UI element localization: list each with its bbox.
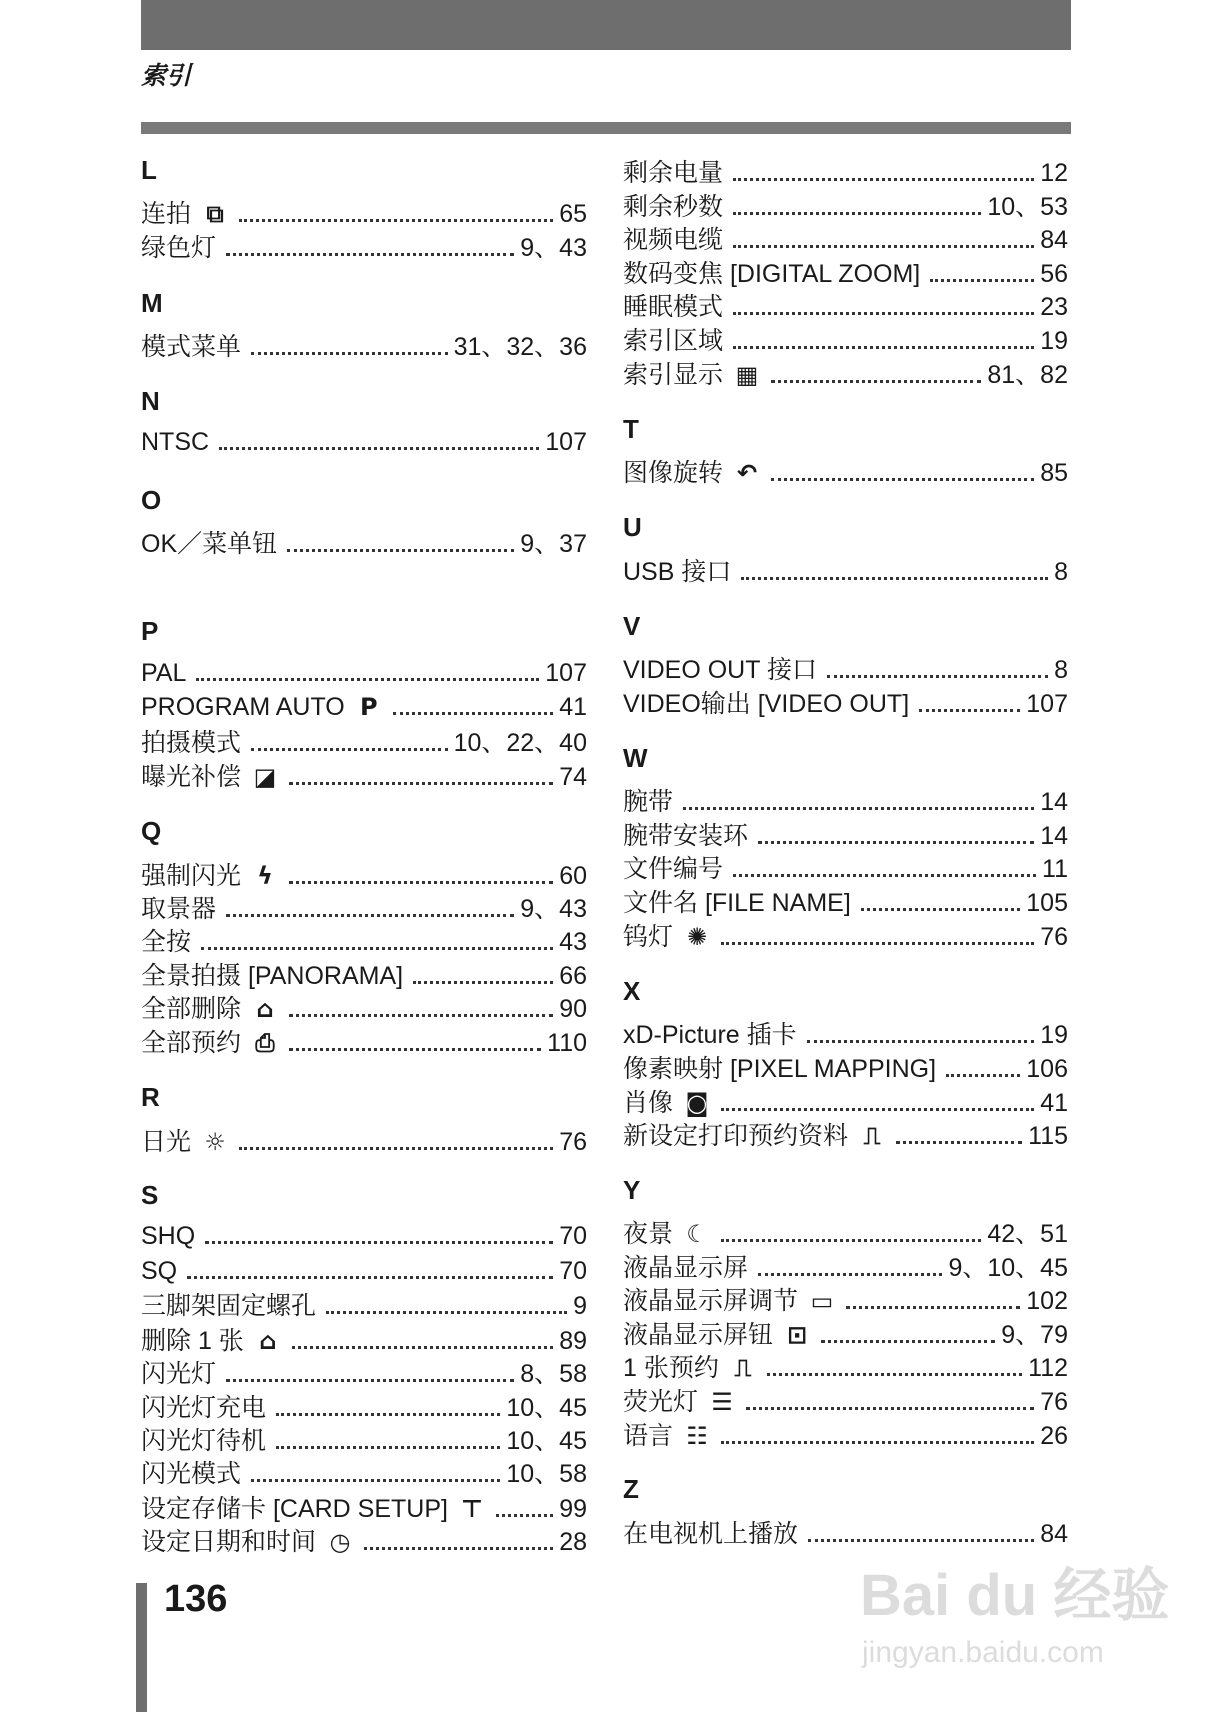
dot-leader [721,1441,1034,1444]
index-entry [623,689,1068,719]
entry-pages: 10、58 [506,1460,587,1488]
dot-leader [808,1539,1034,1542]
index-letter-heading: O [141,485,162,515]
entry-pages: 102 [1026,1287,1068,1315]
header-bar [141,0,1071,50]
index-entry [623,1387,1068,1417]
index-letter-heading: R [141,1082,160,1112]
entry-label: 1 张预约 [623,1354,719,1382]
index-entry [141,199,587,229]
index-letter-heading: L [141,155,157,185]
index-entry [623,326,1068,356]
index-entry [141,762,587,792]
entry-label: SQ [141,1257,178,1285]
entry-pages: 14 [1040,822,1068,850]
index-entry [141,1459,587,1489]
entry-label: 闪光灯充电 [141,1394,267,1422]
index-entry [623,259,1068,289]
night-scene-icon: ☾ [686,1220,708,1248]
index-entry [141,1127,587,1157]
entry-pages: 107 [1026,690,1068,718]
index-letter-heading: S [141,1180,159,1210]
dot-leader [771,380,981,383]
entry-pages: 10、45 [506,1394,587,1422]
dot-leader [239,1147,553,1150]
index-entry [141,894,587,924]
monitor-brightness-icon: ▭ [810,1287,834,1315]
entry-pages: 107 [545,428,587,456]
dot-leader [758,841,1034,844]
index-entry [623,360,1068,390]
entry-label: 语言 [623,1422,674,1450]
index-entry [623,1519,1068,1549]
entry-pages: 23 [1040,293,1068,321]
index-entry [141,1393,587,1423]
dot-leader [733,178,1034,181]
index-entry [623,292,1068,322]
index-entry [623,557,1068,587]
entry-pages: 84 [1040,226,1068,254]
entry-pages: 14 [1040,788,1068,816]
portrait-icon: ◙ [685,1089,709,1117]
entry-label: 荧光灯 [623,1388,699,1416]
entry-label: 图像旋转 [623,459,724,487]
entry-label: 夜景 [623,1220,674,1248]
entry-pages: 12 [1040,159,1068,187]
dot-leader [746,1407,1034,1410]
entry-pages: 9、10、45 [948,1254,1068,1282]
entry-pages: 9、37 [520,530,587,558]
dot-leader [758,1273,942,1276]
index-entry [141,1494,587,1524]
dot-leader [733,245,1034,248]
entry-pages: 81、82 [987,361,1068,389]
entry-pages: 84 [1040,1520,1068,1548]
rotate-icon: ↶ [736,459,758,487]
flash-icon: ϟ [257,862,273,890]
dot-leader [251,748,448,751]
erase-icon: ⌂ [259,1327,277,1355]
index-entry [623,1121,1068,1151]
dot-leader [289,782,553,785]
index-letter-heading: M [141,288,163,318]
index-letter-heading: Q [141,816,162,846]
dot-leader [292,1346,553,1349]
dot-leader [861,908,1020,911]
dot-leader [896,1141,1022,1144]
index-entry [623,787,1068,817]
entry-pages: 42、51 [987,1220,1068,1248]
entry-pages: 10、22、40 [453,729,587,757]
entry-pages: 106 [1026,1055,1068,1083]
entry-pages: 115 [1028,1122,1068,1150]
dot-leader [205,1241,553,1244]
entry-label: 像素映射 [PIXEL MAPPING] [623,1055,937,1083]
entry-label: 文件编号 [623,855,724,883]
tungsten-icon: ✺ [686,923,708,951]
dot-leader [721,942,1034,945]
entry-label: 全按 [141,928,192,956]
index-letter-heading: U [623,512,642,542]
index-entry [623,655,1068,685]
dot-leader [496,1514,553,1517]
dot-leader [413,981,553,984]
entry-label: 取景器 [141,895,217,923]
entry-label: NTSC [141,428,210,456]
entry-label: 全部删除 [141,995,242,1023]
entry-pages: 99 [559,1495,587,1523]
index-letter-heading: T [623,414,639,444]
dot-leader [767,1373,1022,1376]
entry-label: 剩余秒数 [623,193,724,221]
index-entry [623,888,1068,918]
entry-pages: 41 [559,693,587,721]
entry-label: 腕带 [623,788,674,816]
entry-label: 肖像 [623,1089,674,1117]
dot-leader [289,1014,553,1017]
index-entry [623,854,1068,884]
entry-pages: 76 [1040,1388,1068,1416]
erase-all-icon: ⌂ [256,995,274,1023]
dot-leader [276,1413,500,1416]
entry-label: SHQ [141,1222,196,1250]
entry-pages: 19 [1040,1021,1068,1049]
dot-leader [683,807,1034,810]
entry-pages: 74 [559,763,587,791]
entry-label: 闪光模式 [141,1460,242,1488]
index-entry [141,332,587,362]
entry-pages: 70 [559,1222,587,1250]
entry-label: USB 接口 [623,558,732,586]
index-entry [141,1527,587,1557]
sun-icon: ☼ [204,1128,226,1156]
index-entry [623,158,1068,188]
entry-pages: 26 [1040,1422,1068,1450]
dot-leader [930,279,1034,282]
entry-label: OK／菜单钮 [141,530,278,558]
entry-pages: 105 [1026,889,1068,917]
section-title: 索引 [141,62,192,90]
entry-pages: 43 [559,928,587,956]
dot-leader [741,577,1048,580]
entry-label: 文件名 [FILE NAME] [623,889,851,917]
index-entry [623,458,1068,488]
entry-pages: 65 [559,200,587,228]
entry-label: 设定日期和时间 [141,1528,317,1556]
entry-pages: 76 [1040,923,1068,951]
index-letter-heading: W [623,743,648,773]
index-entry [623,1020,1068,1050]
index-letter-heading: X [623,976,641,1006]
index-entry [623,1054,1068,1084]
entry-label: 强制闪光 [141,862,242,890]
entry-label: 新设定打印预约资料 [623,1122,849,1150]
index-entry [141,529,587,559]
entry-label: xD-Picture 插卡 [623,1021,797,1049]
entry-pages: 31、32、36 [453,333,587,361]
dot-leader [364,1547,553,1550]
dot-leader [226,253,514,256]
index-entry [141,1028,587,1058]
entry-pages: 10、53 [987,193,1068,221]
entry-label: 全景拍摄 [PANORAMA] [141,962,404,990]
index-entry [141,961,587,991]
entry-label: 设定存储卡 [CARD SETUP] [141,1495,448,1523]
index-entry [623,1286,1068,1316]
index-entry [141,692,587,722]
index-entry [141,728,587,758]
entry-pages: 60 [559,862,587,890]
dot-leader [733,874,1036,877]
dot-leader [196,678,539,681]
dot-leader [239,219,553,222]
entry-label: 全部预约 [141,1029,242,1057]
entry-pages: 76 [559,1128,587,1156]
dot-leader [733,212,981,215]
entry-label: 钨灯 [623,923,674,951]
entry-pages: 28 [559,1528,587,1556]
dot-leader [846,1306,1020,1309]
dot-leader [289,1048,541,1051]
dot-leader [276,1446,500,1449]
clock-icon: ◷ [329,1528,351,1556]
burst-icon: ⧉ [206,200,224,228]
entry-pages: 85 [1040,459,1068,487]
dot-leader [251,352,448,355]
print-single-icon: ⎍ [734,1354,752,1382]
entry-label: 模式菜单 [141,333,242,361]
index-entry [623,1088,1068,1118]
monitor-button-icon: ⊡ [786,1321,808,1349]
index-entry [141,233,587,263]
entry-label: 闪光灯 [141,1360,217,1388]
entry-pages: 8 [1054,558,1068,586]
watermark-url: jingyan.baidu.com [862,1636,1104,1669]
entry-pages: 90 [559,995,587,1023]
dot-leader [226,1379,514,1382]
entry-label: PROGRAM AUTO [141,693,345,721]
entry-label: 液晶显示屏调节 [623,1287,799,1315]
index-entry [623,1253,1068,1283]
dot-leader [326,1311,567,1314]
dot-leader [721,1239,981,1242]
dot-leader [287,549,514,552]
dot-leader [807,1040,1035,1043]
index-entry [623,1320,1068,1350]
index-letter-heading: P [141,616,159,646]
index-letter-heading: Y [623,1175,641,1205]
entry-label: 连拍 [141,200,192,228]
entry-label: 拍摄模式 [141,729,242,757]
index-entry [141,1326,587,1356]
print-reserve-icon: ⎍ [863,1122,881,1150]
entry-label: 删除 1 张 [141,1327,244,1355]
dot-leader [219,447,539,450]
entry-pages: 10、45 [506,1427,587,1455]
index-entry [141,1359,587,1389]
dot-leader [733,346,1034,349]
entry-pages: 9、43 [520,895,587,923]
entry-pages: 8、58 [520,1360,587,1388]
dot-leader [733,312,1034,315]
entry-pages: 9、79 [1001,1321,1068,1349]
entry-pages: 41 [1040,1089,1068,1117]
dot-leader [201,947,553,950]
entry-pages: 110 [547,1029,587,1057]
entry-pages: 19 [1040,327,1068,355]
index-entry [623,192,1068,222]
index-entry [623,1421,1068,1451]
watermark-logo: Bai du 经验 [860,1563,1170,1628]
page-number: 136 [164,1578,228,1620]
entry-label: 视频电缆 [623,226,724,254]
entry-label: VIDEO OUT 接口 [623,656,818,684]
dot-leader [251,1479,500,1482]
index-entry [141,1221,587,1251]
dot-leader [771,478,1034,481]
index-display-icon: ▦ [735,361,759,389]
entry-pages: 89 [559,1327,587,1355]
entry-pages: 107 [545,659,587,687]
print-all-icon: ⎙ [255,1029,275,1057]
language-icon: ☷ [686,1422,708,1450]
index-entry [141,658,587,688]
dot-leader [946,1074,1020,1077]
page-edge-bar [136,1583,147,1712]
dot-leader [721,1108,1034,1111]
index-letter-heading: V [623,611,641,641]
index-entry [141,1426,587,1456]
entry-pages: 112 [1028,1354,1068,1382]
card-setup-icon: ⊤ [461,1495,483,1523]
entry-label: 索引区域 [623,327,724,355]
entry-pages: 66 [559,962,587,990]
entry-label: 三脚架固定螺孔 [141,1292,317,1320]
dot-leader [919,709,1020,712]
entry-pages: 11 [1042,855,1068,883]
entry-label: 在电视机上播放 [623,1520,799,1548]
entry-label: 绿色灯 [141,234,217,262]
entry-label: 曝光补偿 [141,763,242,791]
index-entry [623,821,1068,851]
index-entry [141,427,587,457]
entry-label: 闪光灯待机 [141,1427,267,1455]
exposure-compensation-icon: ◪ [253,763,277,791]
index-entry [141,927,587,957]
index-letter-heading: Z [623,1474,639,1504]
entry-label: 液晶显示屏 [623,1254,749,1282]
entry-label: 数码变焦 [DIGITAL ZOOM] [623,260,921,288]
index-entry [141,861,587,891]
entry-label: 睡眠模式 [623,293,724,321]
index-entry [141,1291,587,1321]
entry-pages: 70 [559,1257,587,1285]
entry-pages: 56 [1040,260,1068,288]
header-rule [141,122,1071,134]
dot-leader [827,675,1048,678]
entry-label: 腕带安装环 [623,822,749,850]
dot-leader [393,712,553,715]
entry-label: 日光 [141,1128,192,1156]
index-entry [141,994,587,1024]
index-entry [623,922,1068,952]
dot-leader [187,1276,553,1279]
entry-pages: 8 [1054,656,1068,684]
index-entry [623,225,1068,255]
fluorescent-icon: ☰ [711,1388,733,1416]
entry-pages: 9 [573,1292,587,1320]
index-entry [141,1256,587,1286]
index-entry [623,1353,1068,1383]
dot-leader [821,1340,995,1343]
index-entry [623,1219,1068,1249]
entry-pages: 9、43 [520,234,587,262]
index-letter-heading: N [141,386,160,416]
entry-label: 索引显示 [623,361,724,389]
entry-label: PAL [141,659,187,687]
dot-leader [289,881,553,884]
dot-leader [226,914,514,917]
program-p-icon: P [359,693,378,721]
entry-label: 液晶显示屏钮 [623,1321,774,1349]
entry-label: VIDEO输出 [VIDEO OUT] [623,690,910,718]
entry-label: 剩余电量 [623,159,724,187]
